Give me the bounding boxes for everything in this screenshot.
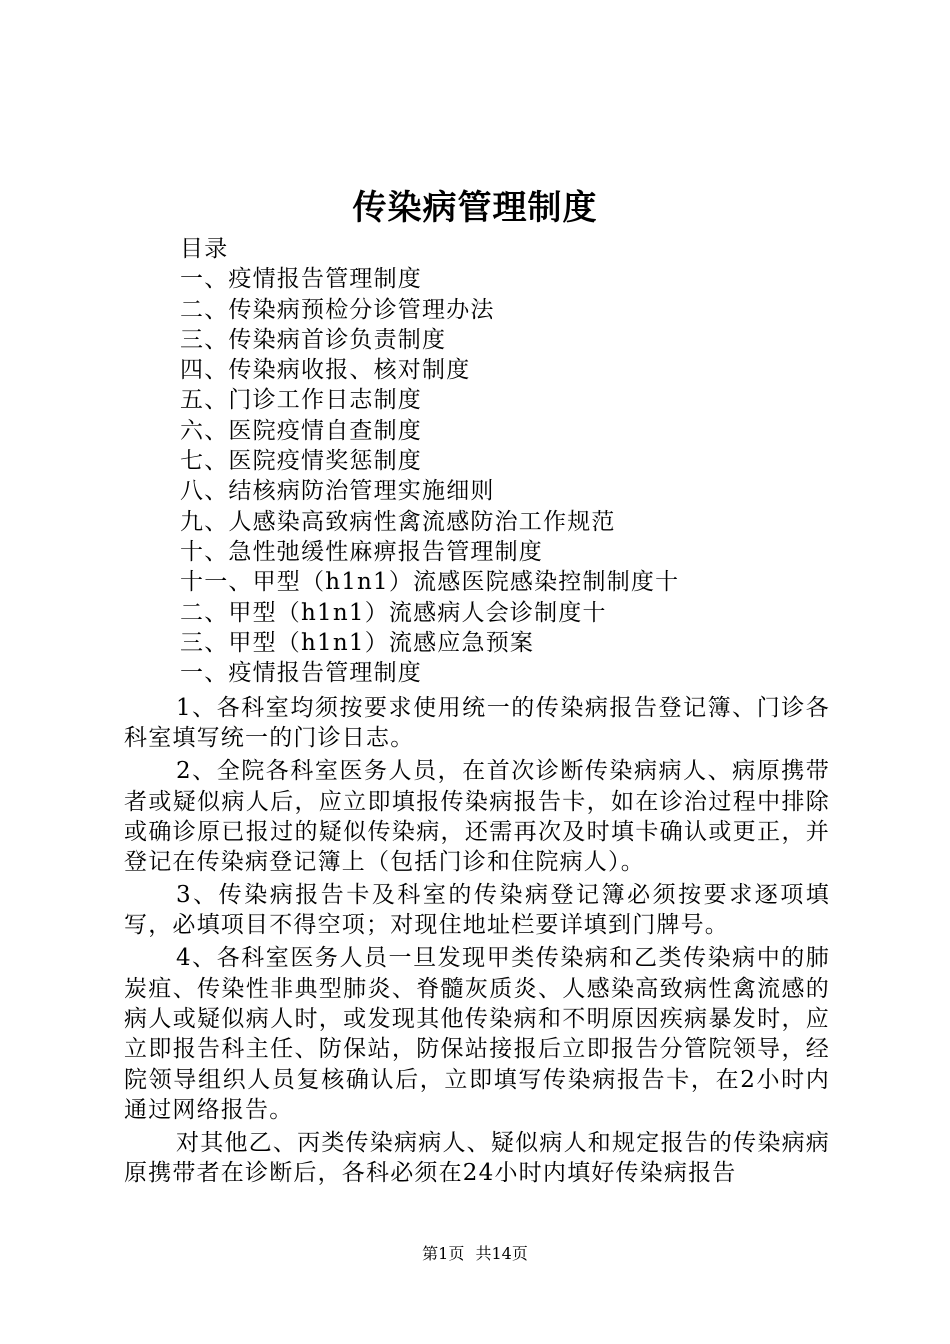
page-total: 共14页 (475, 1244, 528, 1263)
toc-item: 六、医院疫情自查制度 (180, 417, 422, 444)
section-heading: 一、疫情报告管理制度 (180, 660, 422, 687)
toc-item: 三、甲型（h1n1）流感应急预案 (180, 629, 535, 656)
toc-item: 一、疫情报告管理制度 (180, 266, 422, 293)
paragraph: 3、传染病报告卡及科室的传染病登记簿必须按要求逐项填写，必填项目不得空项；对现住地址栏要详填到门牌号。 (124, 882, 830, 939)
paragraph: 对其他乙、丙类传染病病人、疑似病人和规定报告的传染病病原携带者在诊断后，各科必须在24小时内填好传染病报告 (124, 1129, 830, 1187)
body-text (124, 693, 830, 1191)
toc-item: 十一、甲型（h1n1）流感医院感染控制制度十 (180, 569, 680, 596)
toc-heading: 目录 (180, 236, 229, 262)
page-number: 第1页 (422, 1244, 465, 1263)
toc-item: 二、甲型（h1n1）流感病人会诊制度十 (180, 599, 607, 626)
page-footer (0, 1243, 950, 1265)
toc-item: 八、结核病防治管理实施细则 (180, 478, 495, 505)
toc-item: 三、传染病首诊负责制度 (180, 326, 447, 353)
document-title: 传染病管理制度 (352, 188, 598, 228)
toc-item: 五、门诊工作日志制度 (180, 387, 422, 414)
paragraph: 2、全院各科室医务人员，在首次诊断传染病病人、病原携带者或疑似病人后，应立即填报传染病报告卡，如在诊治过程中排除或确诊原已报过的疑似传染病，还需再次及时填卡确认或更正，并登记在传染病登记簿上（包括门诊和住院病人）。 (124, 758, 830, 876)
toc-item: 七、医院疫情奖惩制度 (180, 448, 422, 475)
toc-item: 四、传染病收报、核对制度 (180, 357, 471, 384)
toc-item: 十、急性弛缓性麻痹报告管理制度 (180, 538, 543, 565)
paragraph: 4、各科室医务人员一旦发现甲类传染病和乙类传染病中的肺炭疽、传染性非典型肺炎、脊髓灰质炎、人感染高致病性禽流感的病人或疑似病人时，或发现其他传染病和不明原因疾病暴发时，应立即报告科主任、防保站，防保站接报后立即报告分管院领导，经院领导组织人员复核确认后，立即填写传染病报告卡，在2小时内通过网络报告。 (124, 945, 830, 1123)
toc-item: 二、传染病预检分诊管理办法 (180, 296, 495, 323)
paragraph: 1、各科室均须按要求使用统一的传染病报告登记簿、门诊各科室填写统一的门诊日志。 (124, 695, 830, 752)
table-of-contents (180, 234, 840, 688)
toc-item: 九、人感染高致病性禽流感防治工作规范 (180, 508, 616, 535)
